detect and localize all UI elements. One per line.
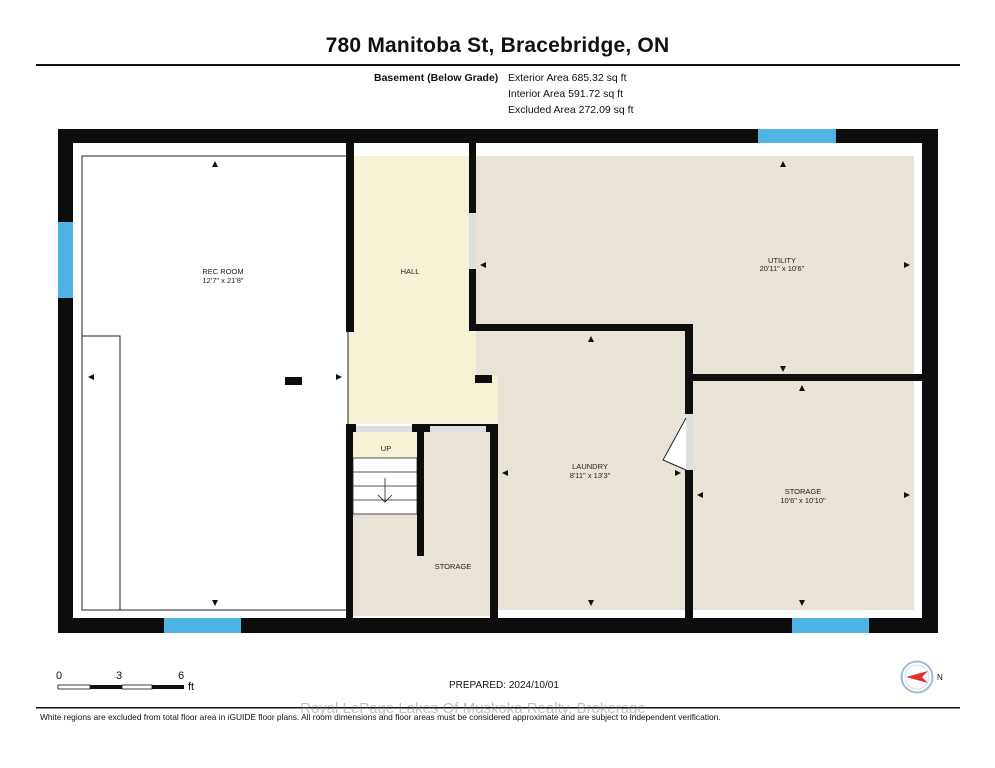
compass-north-label: N [937, 673, 943, 682]
door-storage-top [430, 426, 486, 432]
laundry-name: LAUNDRY [572, 462, 608, 471]
window-top [758, 129, 836, 143]
wall-rec-hall [346, 143, 354, 332]
brokerage-watermark: Royal LePage Lakes Of Muskoka Realty, Brokerage [300, 700, 646, 717]
floor-fixture-1 [285, 377, 302, 385]
wall-utility-storage [685, 374, 922, 381]
wall-laundry-storage-lower [685, 470, 693, 618]
wall-storage-laundry [490, 424, 498, 618]
wall-stair-left [346, 424, 353, 618]
wall-hall-utility-lower [469, 269, 476, 330]
laundry-dims: 8'11" x 13'3" [569, 471, 611, 480]
wall-hall-utility-upper [469, 143, 476, 213]
north-arrow-icon [900, 660, 934, 694]
rec-room-name: REC ROOM [202, 267, 244, 276]
utility-name: UTILITY [768, 256, 796, 265]
staircase [353, 458, 417, 514]
prepared-date: PREPARED: 2024/10/01 [449, 680, 559, 691]
exterior-area: Exterior Area 685.32 sq ft [508, 72, 627, 84]
rec-room-dims: 12'7" x 21'8" [202, 276, 244, 285]
page-title: 780 Manitoba St, Bracebridge, ON [325, 34, 670, 57]
storage-small-name: STORAGE [434, 562, 472, 571]
wall-utility-laundry [469, 324, 693, 331]
hall-name: HALL [400, 267, 420, 276]
rec-room-fill [82, 156, 348, 610]
wall-laundry-storage-upper [685, 324, 693, 414]
scale-mark-0: 0 [56, 670, 63, 682]
disclaimer-footnote: White regions are excluded from total floor area in iGUIDE floor plans. All room dimensions and floor areas must be considered approximate and are subject to independent verification. [40, 712, 721, 722]
storage-right-dims: 10'6" x 10'10" [780, 496, 826, 505]
utility-dims: 20'11" x 10'6" [759, 264, 805, 273]
window-bottom-left [164, 618, 241, 633]
floor-fixture-2 [475, 375, 492, 383]
excluded-area: Excluded Area 272.09 sq ft [508, 104, 634, 116]
exterior-wall-right [922, 129, 938, 633]
hall-fill [354, 156, 470, 332]
exterior-wall-left [58, 129, 73, 633]
scale-unit: ft [188, 681, 195, 693]
interior-area: Interior Area 591.72 sq ft [508, 88, 623, 100]
stair-up-label: UP [380, 444, 392, 453]
scale-bar [58, 685, 184, 689]
scale-mark-6: 6 [178, 670, 185, 682]
door-stair-top [356, 426, 412, 432]
door-laundry-storage [685, 414, 693, 470]
wall-stair-top-left [346, 424, 356, 432]
storage-right-name: STORAGE [784, 487, 822, 496]
window-bottom-right [792, 618, 869, 633]
scale-mark-3: 3 [116, 670, 123, 682]
door-hall-utility [469, 213, 476, 269]
window-left [58, 222, 73, 298]
level-label: Basement (Below Grade) [374, 72, 499, 84]
wall-stair-mid [417, 424, 424, 556]
